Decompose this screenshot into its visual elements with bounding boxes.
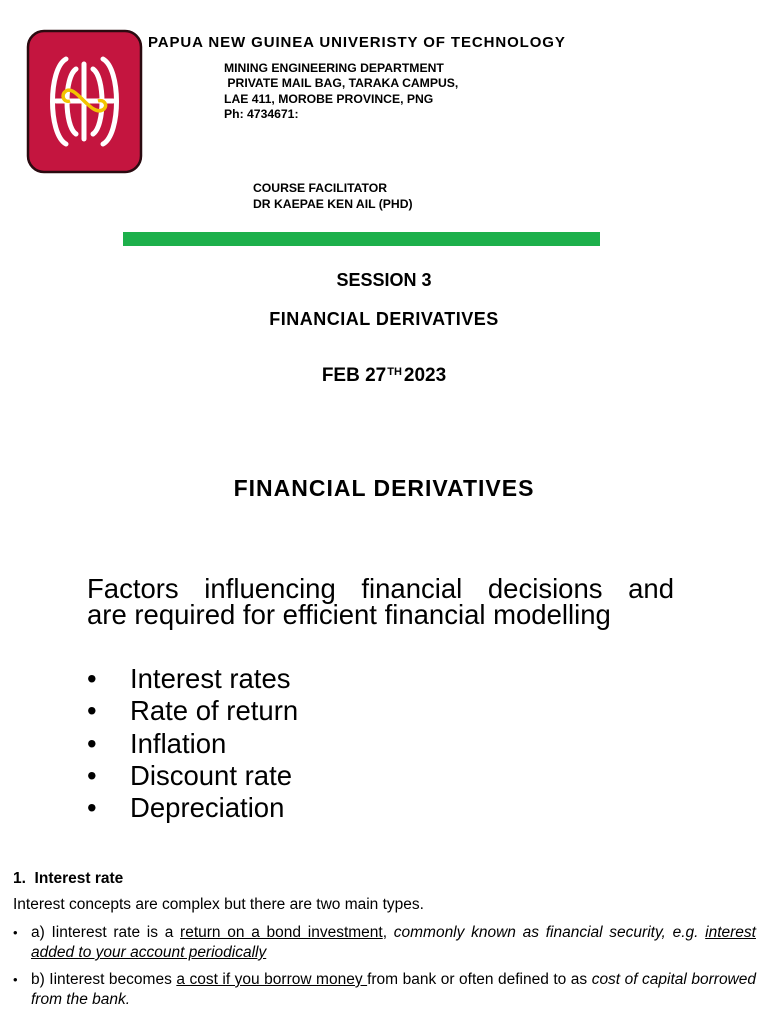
session-label: SESSION 3 (336, 270, 432, 290)
page-title: FINANCIAL DERIVATIVES (233, 475, 535, 501)
section-heading: 1. Interest rate (13, 870, 124, 887)
list-item: • Inflation (87, 728, 298, 760)
list-item: • Discount rate (87, 760, 298, 792)
list-item: • Interest rates (87, 663, 298, 695)
section-intro: Interest concepts are complex but there are two main types. (13, 896, 424, 913)
facilitator-label: COURSE FACILITATOR (253, 181, 388, 195)
address-line: LAE 411, MOROBE PROVINCE, PNG (224, 91, 434, 106)
bullet-a-italic-underlined: interest added to your account periodically (31, 924, 756, 961)
factors-intro (87, 573, 674, 630)
date-year: 2023 (403, 365, 447, 386)
bullet-b-part: from bank or often defined to as (367, 971, 592, 988)
intro-line-2: are required for efficient financial modelling (87, 599, 611, 630)
department-address (224, 61, 458, 122)
university-logo (26, 29, 143, 174)
intro-line-1: Factors influencing financial decisions and (87, 573, 674, 604)
bullet-b-text (31, 970, 756, 1010)
date-prefix: FEB 27 (321, 365, 387, 386)
bullet-a-italic: commonly known as financial security, e.g. (393, 924, 706, 941)
bullet-b (13, 970, 756, 1010)
date-suffix: TH (387, 366, 402, 378)
bullet-b-part: b) Iinterest becomes (31, 971, 177, 988)
bullet-dot: • (13, 925, 18, 940)
course-facilitator (253, 181, 413, 212)
address-line: Ph: 4734671: (224, 106, 299, 121)
bullet-a-underlined: return on a bond investment (180, 924, 383, 941)
list-item: • Depreciation (87, 792, 298, 824)
bullet-b-italic: cost of capital borrowed from the bank. (31, 971, 756, 1008)
session-date (0, 365, 768, 387)
address-line: PRIVATE MAIL BAG, TARAKA CAMPUS, (224, 76, 459, 91)
factors-list (87, 663, 298, 824)
bullet-a (13, 923, 756, 963)
bullet-dot: • (13, 972, 18, 987)
university-name: PAPUA NEW GUINEA UNIVERISTY OF TECHNOLOGY (148, 34, 566, 51)
bullet-a-part: , (382, 924, 394, 941)
green-divider-bar (123, 232, 600, 246)
list-item: • Rate of return (87, 695, 298, 727)
bullet-b-underlined: a cost if you borrow money (176, 971, 368, 988)
bullet-a-text (31, 923, 756, 963)
address-line: MINING ENGINEERING DEPARTMENT (224, 61, 444, 75)
cover-title: FINANCIAL DERIVATIVES (269, 309, 499, 329)
facilitator-name: DR KAEPAE KEN AIL (PHD) (253, 196, 413, 211)
bullet-a-part: a) Iinterest rate is a (31, 924, 181, 941)
